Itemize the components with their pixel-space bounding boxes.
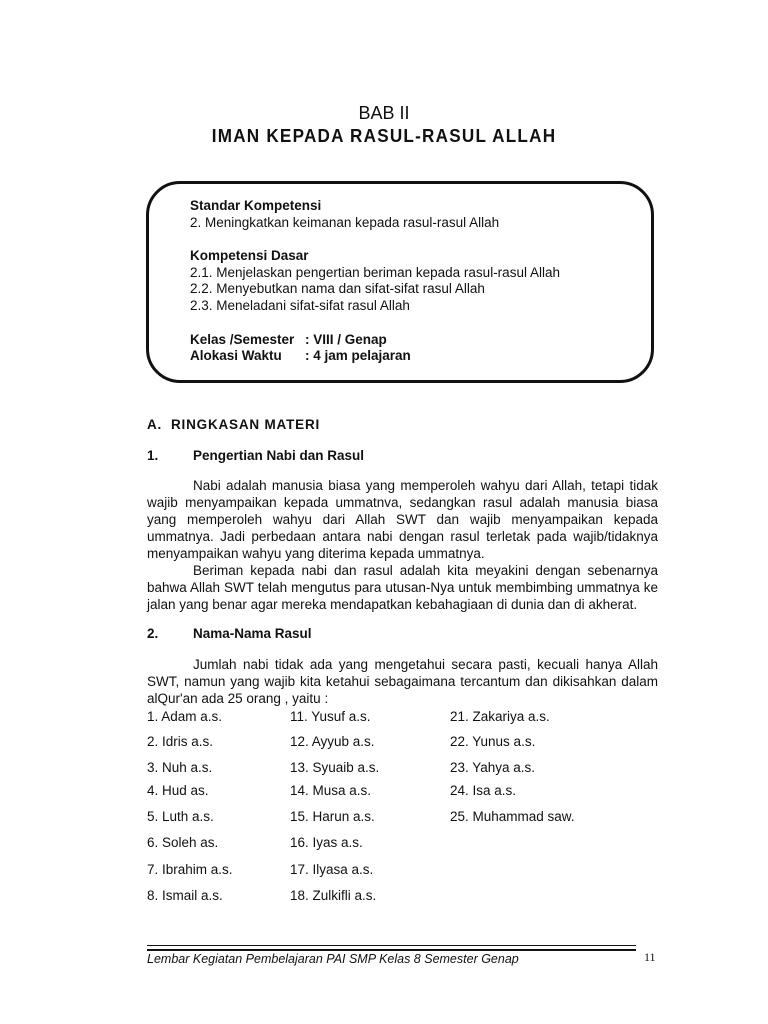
subsection-2-number: 2. <box>147 626 159 641</box>
chapter-number: BAB II <box>358 103 410 123</box>
subsection-1-heading <box>147 448 364 463</box>
kelas-label: Kelas /Semester <box>190 332 295 347</box>
rasul-list-item: 16. Iyas a.s. <box>290 835 363 850</box>
rasul-list-item: 4. Hud as. <box>147 783 209 798</box>
rasul-list-item: 14. Musa a.s. <box>290 783 372 798</box>
rasul-list-item: 24. Isa a.s. <box>450 783 517 798</box>
rasul-list-item: 17. Ilyasa a.s. <box>290 862 374 877</box>
subsection-1-number: 1. <box>147 448 159 463</box>
dasar-heading: Kompetensi Dasar <box>190 248 309 263</box>
kelas-row <box>190 332 387 347</box>
section-a-heading <box>147 417 320 432</box>
standar-item: 2. Meningkatkan keimanan kepada rasul-rasul Allah <box>190 215 500 230</box>
rasul-list-item: 18. Zulkifli a.s. <box>290 888 377 903</box>
section-a-mark: A. <box>147 417 163 432</box>
alokasi-label: Alokasi Waktu <box>190 348 282 363</box>
rasul-list-item: 1. Adam a.s. <box>147 709 223 724</box>
section-a-title: RINGKASAN MATERI <box>171 417 321 432</box>
footer-text: Lembar Kegiatan Pembelajaran PAI SMP Kelas 8 Semester Genap <box>147 952 519 966</box>
footer-divider <box>147 945 636 946</box>
subsection-2-heading <box>147 626 312 641</box>
paragraph-jumlah-nabi: Jumlah nabi tidak ada yang mengetahui secara pasti, kecuali hanya Allah SWT, namun yang wajib kita ketahui sebagaimana tercantum dan dikisahkan dalam alQur'an ada 25 orang , yaitu : <box>147 657 658 706</box>
rasul-list-item: 8. Ismail a.s. <box>147 888 223 903</box>
paragraph-nabi-rasul: Nabi adalah manusia biasa yang memperoleh wahyu dari Allah, tetapi tidak wajib menyampaikan kepada ummatnva, sedangkan rasul adalah manusia biasa yang memperoleh wahyu dari Allah SWT dan wajib menyampaikan kepada ummatnya. Jadi perbedaan antara nabi dengan rasul terletak pada wajib/tidaknya menyampaikan wahyu yang diterima kepada ummatnya. <box>147 478 658 561</box>
dasar-item: 2.2. Menyebutkan nama dan sifat-sifat rasul Allah <box>190 281 485 296</box>
footer-divider <box>147 949 636 951</box>
rasul-list-item: 12. Ayyub a.s. <box>290 734 375 749</box>
rasul-list-item: 11. Yusuf a.s. <box>290 709 371 724</box>
kelas-value: : VIII / Genap <box>305 332 387 347</box>
rasul-list-item: 15. Harun a.s. <box>290 809 375 824</box>
alokasi-row <box>190 348 411 363</box>
standar-heading: Standar Kompetensi <box>190 198 322 213</box>
rasul-list-item: 22. Yunus a.s. <box>450 734 536 749</box>
rasul-list-item: 13. Syuaib a.s. <box>290 760 380 775</box>
subsection-2-title: Nama-Nama Rasul <box>193 626 312 641</box>
rasul-list-item: 3. Nuh a.s. <box>147 760 213 775</box>
chapter-title: IMAN KEPADA RASUL-RASUL ALLAH <box>211 126 557 146</box>
rasul-list-item: 23. Yahya a.s. <box>450 760 536 775</box>
dasar-item: 2.3. Meneladani sifat-sifat rasul Allah <box>190 298 410 313</box>
subsection-1-title: Pengertian Nabi dan Rasul <box>193 448 365 463</box>
rasul-list-item: 2. Idris a.s. <box>147 734 214 749</box>
rasul-list-item: 21. Zakariya a.s. <box>450 709 550 724</box>
competency-box <box>146 181 654 383</box>
alokasi-value: : 4 jam pelajaran <box>305 348 411 363</box>
page-number: 11 <box>644 950 656 964</box>
dasar-item: 2.1. Menjelaskan pengertian beriman kepada rasul-rasul Allah <box>190 265 560 280</box>
rasul-list-item: 7. Ibrahim a.s. <box>147 862 233 877</box>
rasul-list-item: 5. Luth a.s. <box>147 809 214 824</box>
rasul-list-item: 6. Soleh as. <box>147 835 219 850</box>
rasul-list-item: 25. Muhammad saw. <box>450 809 575 824</box>
paragraph-beriman: Beriman kepada nabi dan rasul adalah kita meyakini dengan sebenarnya bahwa Allah SWT telah mengutus para utusan-Nya untuk membimbing ummatnya ke jalan yang benar agar mereka mendapatkan kebahagiaan di dunia dan di akherat. <box>147 563 658 612</box>
